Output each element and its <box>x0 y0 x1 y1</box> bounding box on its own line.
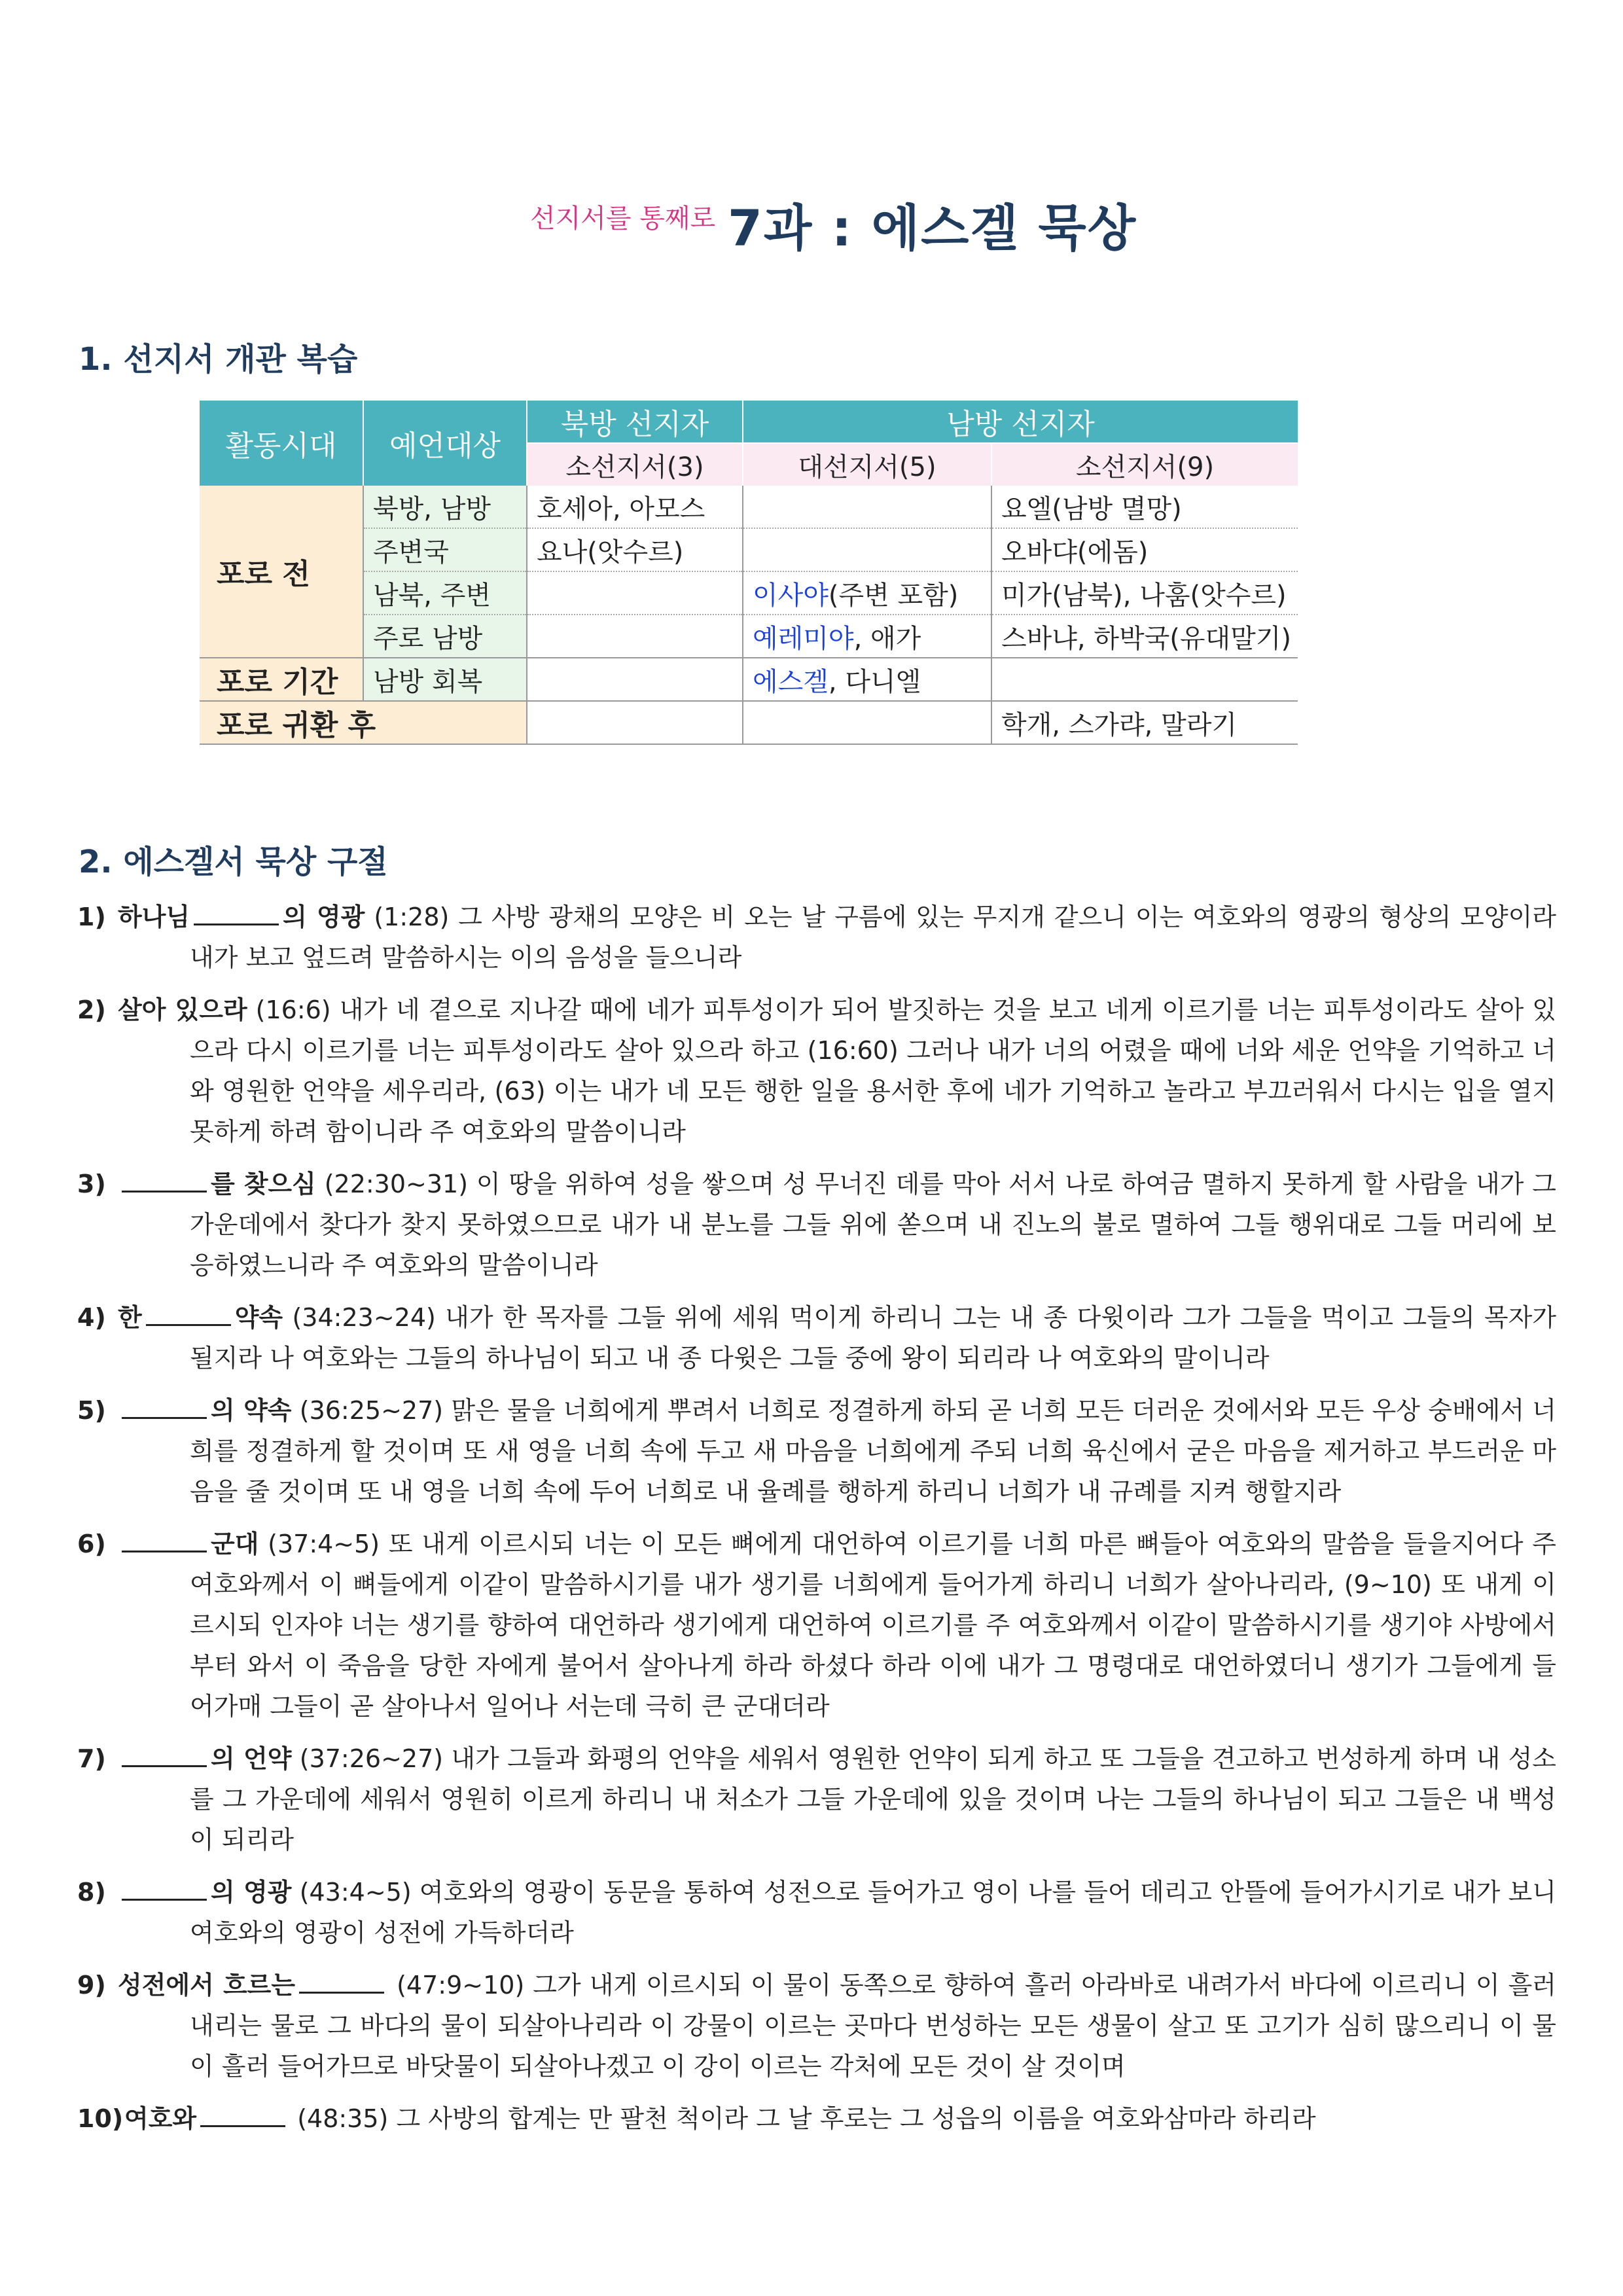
header-minor-south: 소선지서(9) <box>991 443 1298 486</box>
verse-text: (34:23~24) 내가 한 목자를 그들 위에 세워 먹이게 하리니 그는 내 종 다윗이라 그가 그들을 먹이고 그들의 목자가 될지라 나 여호와는 그들의 하나님이 되고 내 종 다윗은 그들 중에 왕이 되리라 나 여호와의 말이니라 <box>190 1303 1556 1372</box>
verse-text: (37:4~5) 또 내게 이르시되 너는 이 모든 뼈에게 대언하여 이르기를 너희 마른 뼈들아 여호와의 말씀을 들을지어다 주 여호와께서 이 뼈들에게 이같이 말씀하시기를 내가 생기를 너희에게 들어가게 하리니 너희가 살아나리라, (9~10) 또 내게 이르시되 인자야 너는 생기를 향하여 대언하라 생기에게 대언하여 이르기를 주 여호와께서 이같이 말씀하시기를 생기야 사방에서부터 와서 이 죽음을 당한 자에게 불어서 살아나게 하라 하셨다 하라 이에 내가 그 명령대로 대언하였더니 생기가 그들에게 들어가매 그들이 곧 살아나서 일어나 서는데 극히 큰 군대더라 <box>190 1530 1556 1721</box>
prophet-name-highlight: 에스겔 <box>753 666 829 697</box>
verse-item <box>77 1297 1556 1378</box>
table-cell <box>743 486 991 528</box>
table-cell-text: , 애가 <box>853 623 921 654</box>
table-cell <box>527 615 743 658</box>
verse-number: 1) <box>77 903 106 931</box>
era-exile: 포로 기간 <box>200 658 363 701</box>
table-cell-text: (주변 포함) <box>828 580 959 611</box>
verse-title-suffix: 약속 <box>234 1303 283 1332</box>
verse-title-prefix: 살아 있으라 <box>118 996 247 1024</box>
verse-number: 6) <box>77 1530 106 1558</box>
verse-title-prefix: 성전에서 흐르는 <box>118 1971 296 2000</box>
verse-text: (43:4~5) 여호와의 영광이 동문을 통하여 성전으로 들어가고 영이 나를 들어 데리고 안뜰에 들어가시기로 내가 보니 여호와의 영광이 성전에 가득하더라 <box>190 1878 1556 1947</box>
fill-in-blank[interactable] <box>122 1528 207 1552</box>
section-heading-verses: 2. 에스겔서 묵상 구절 <box>79 844 388 880</box>
verse-item <box>77 1965 1556 2087</box>
header-target: 예언대상 <box>363 401 527 486</box>
verse-title-prefix: 여호와 <box>124 2104 197 2133</box>
era-pre-exile: 포로 전 <box>200 486 363 658</box>
prophet-name-highlight: 이사야 <box>753 580 829 611</box>
table-cell <box>743 615 991 658</box>
verse-item <box>77 2098 1556 2139</box>
prophet-name-highlight: 예레미야 <box>753 623 854 654</box>
verse-item <box>77 1164 1556 1285</box>
page-header <box>0 194 1623 266</box>
verse-number: 4) <box>77 1303 106 1332</box>
verse-item <box>77 1738 1556 1860</box>
table-cell: 북방, 남방 <box>363 486 527 528</box>
page-title: 7과 : 에스겔 묵상 <box>728 199 1137 257</box>
section-heading-overview: 1. 선지서 개관 복습 <box>79 341 358 378</box>
table-cell <box>527 571 743 615</box>
table-cell <box>991 658 1298 701</box>
verse-text: (37:26~27) 내가 그들과 화평의 언약을 세워서 영원한 언약이 되게 하고 또 그들을 견고하고 번성하게 하며 내 성소를 그 가운데에 세워서 영원히 이르게 하리니 내 처소가 그들 가운데에 있을 것이며 나는 그들의 하나님이 되고 그들은 내 백성이 되리라 <box>190 1744 1556 1854</box>
table-cell <box>743 571 991 615</box>
fill-in-blank[interactable] <box>122 1168 207 1193</box>
fill-in-blank[interactable] <box>122 1395 207 1419</box>
verse-title-prefix: 하나님 <box>118 903 190 931</box>
verse-title-suffix: 를 찾으심 <box>211 1170 316 1198</box>
table-cell: 주로 남방 <box>363 615 527 658</box>
verse-number: 2) <box>77 996 106 1024</box>
prophets-overview-table <box>200 401 1298 745</box>
table-cell: 남북, 주변 <box>363 571 527 615</box>
table-cell <box>743 528 991 571</box>
verse-text: (22:30~31) 이 땅을 위하여 성을 쌓으며 성 무너진 데를 막아 서서 나로 하여금 멸하지 못하게 할 사람을 내가 그 가운데에서 찾다가 찾지 못하였으므로 내가 내 분노를 그들 위에 쏟으며 내 진노의 불로 멸하여 그들 행위대로 그들 머리에 보응하였느니라 주 여호와의 말씀이니라 <box>190 1170 1556 1280</box>
verse-title-suffix: 의 언약 <box>211 1744 292 1773</box>
table-cell: 요엘(남방 멸망) <box>991 486 1298 528</box>
table-cell: 오바댜(에돔) <box>991 528 1298 571</box>
verse-title-suffix: 의 약속 <box>211 1396 292 1425</box>
verse-item <box>77 1390 1556 1512</box>
verse-number: 3) <box>77 1170 106 1198</box>
verse-item <box>77 897 1556 978</box>
verse-number: 9) <box>77 1971 106 2000</box>
table-cell-text: , 다니엘 <box>828 666 921 697</box>
header-north-prophets: 북방 선지자 <box>527 401 743 443</box>
verse-title-suffix: 의 영광 <box>283 903 365 931</box>
header-south-prophets: 남방 선지자 <box>743 401 1298 443</box>
fill-in-blank[interactable] <box>146 1302 231 1326</box>
verse-text: (16:6) 내가 네 곁으로 지나갈 때에 네가 피투성이가 되어 발짓하는 것을 보고 네게 이르기를 너는 피투성이라도 살아 있으라 다시 이르기를 너는 피투성이라도 살아 있으라 하고 (16:60) 그러나 내가 너의 어렸을 때에 너와 세운 언약을 기억하고 너와 영원한 언약을 세우리라, (63) 이는 내가 네 모든 행한 일을 용서한 후에 네가 기억하고 놀라고 부끄러워서 다시는 입을 열지 못하게 하려 함이니라 주 여호와의 말씀이니라 <box>190 996 1556 1146</box>
verse-item <box>77 990 1556 1152</box>
header-era: 활동시대 <box>200 401 363 486</box>
table-cell <box>743 701 991 744</box>
table-cell: 주변국 <box>363 528 527 571</box>
verse-text: (48:35) 그 사방의 합계는 만 팔천 척이라 그 날 후로는 그 성읍의 이름을 여호와삼마라 하리라 <box>289 2104 1316 2133</box>
table-cell: 미가(남북), 나훔(앗수르) <box>991 571 1298 615</box>
verse-item <box>77 1524 1556 1727</box>
table-cell: 요나(앗수르) <box>527 528 743 571</box>
fill-in-blank[interactable] <box>122 1743 207 1767</box>
verse-title-prefix: 한 <box>118 1303 142 1332</box>
table-cell <box>527 658 743 701</box>
verse-number: 8) <box>77 1878 106 1907</box>
verse-number: 7) <box>77 1744 106 1773</box>
table-cell <box>743 658 991 701</box>
verse-text: (47:9~10) 그가 내게 이르시되 이 물이 동쪽으로 향하여 흘러 아라바로 내려가서 바다에 이르리니 이 흘러 내리는 물로 그 바다의 물이 되살아나리라 이 강물이 이르는 곳마다 번성하는 모든 생물이 살고 또 고기가 심히 많으리니 이 물이 흘러 들어가므로 바닷물이 되살아나겠고 이 강이 이르는 각처에 모든 것이 살 것이며 <box>190 1971 1557 2081</box>
header-minor-north: 소선지서(3) <box>527 443 743 486</box>
verse-list <box>77 897 1556 2151</box>
table-cell: 호세아, 아모스 <box>527 486 743 528</box>
fill-in-blank[interactable] <box>194 901 279 925</box>
table-cell <box>527 701 743 744</box>
course-subtitle: 선지서를 통째로 <box>530 204 716 234</box>
verse-text: (36:25~27) 맑은 물을 너희에게 뿌려서 너희로 정결하게 하되 곧 너희 모든 더러운 것에서와 모든 우상 숭배에서 너희를 정결하게 할 것이며 또 새 영을 너희 속에 두고 새 마음을 너희에게 주되 너희 육신에서 굳은 마음을 제거하고 부드러운 마음을 줄 것이며 또 내 영을 너희 속에 두어 너희로 내 율례를 행하게 하리니 너희가 내 규례를 지켜 행할지라 <box>190 1396 1556 1506</box>
table-cell: 스바냐, 하박국(유대말기) <box>991 615 1298 658</box>
verse-number: 5) <box>77 1396 106 1425</box>
table-cell: 학개, 스가랴, 말라기 <box>991 701 1298 744</box>
verse-item <box>77 1872 1556 1953</box>
fill-in-blank[interactable] <box>122 1876 207 1901</box>
verse-number: 10) <box>77 2104 124 2133</box>
header-major: 대선지서(5) <box>743 443 991 486</box>
era-post-exile: 포로 귀환 후 <box>200 701 527 744</box>
verse-text: (1:28) 그 사방 광채의 모양은 비 오는 날 구름에 있는 무지개 같으니 이는 여호와의 영광의 형상의 모양이라 내가 보고 엎드려 말씀하시는 이의 음성을 들으니라 <box>190 903 1557 972</box>
table-cell: 남방 회복 <box>363 658 527 701</box>
verse-title-suffix: 군대 <box>211 1530 259 1558</box>
fill-in-blank[interactable] <box>299 1969 384 1994</box>
verse-title-suffix: 의 영광 <box>211 1878 292 1907</box>
fill-in-blank[interactable] <box>200 2103 285 2127</box>
